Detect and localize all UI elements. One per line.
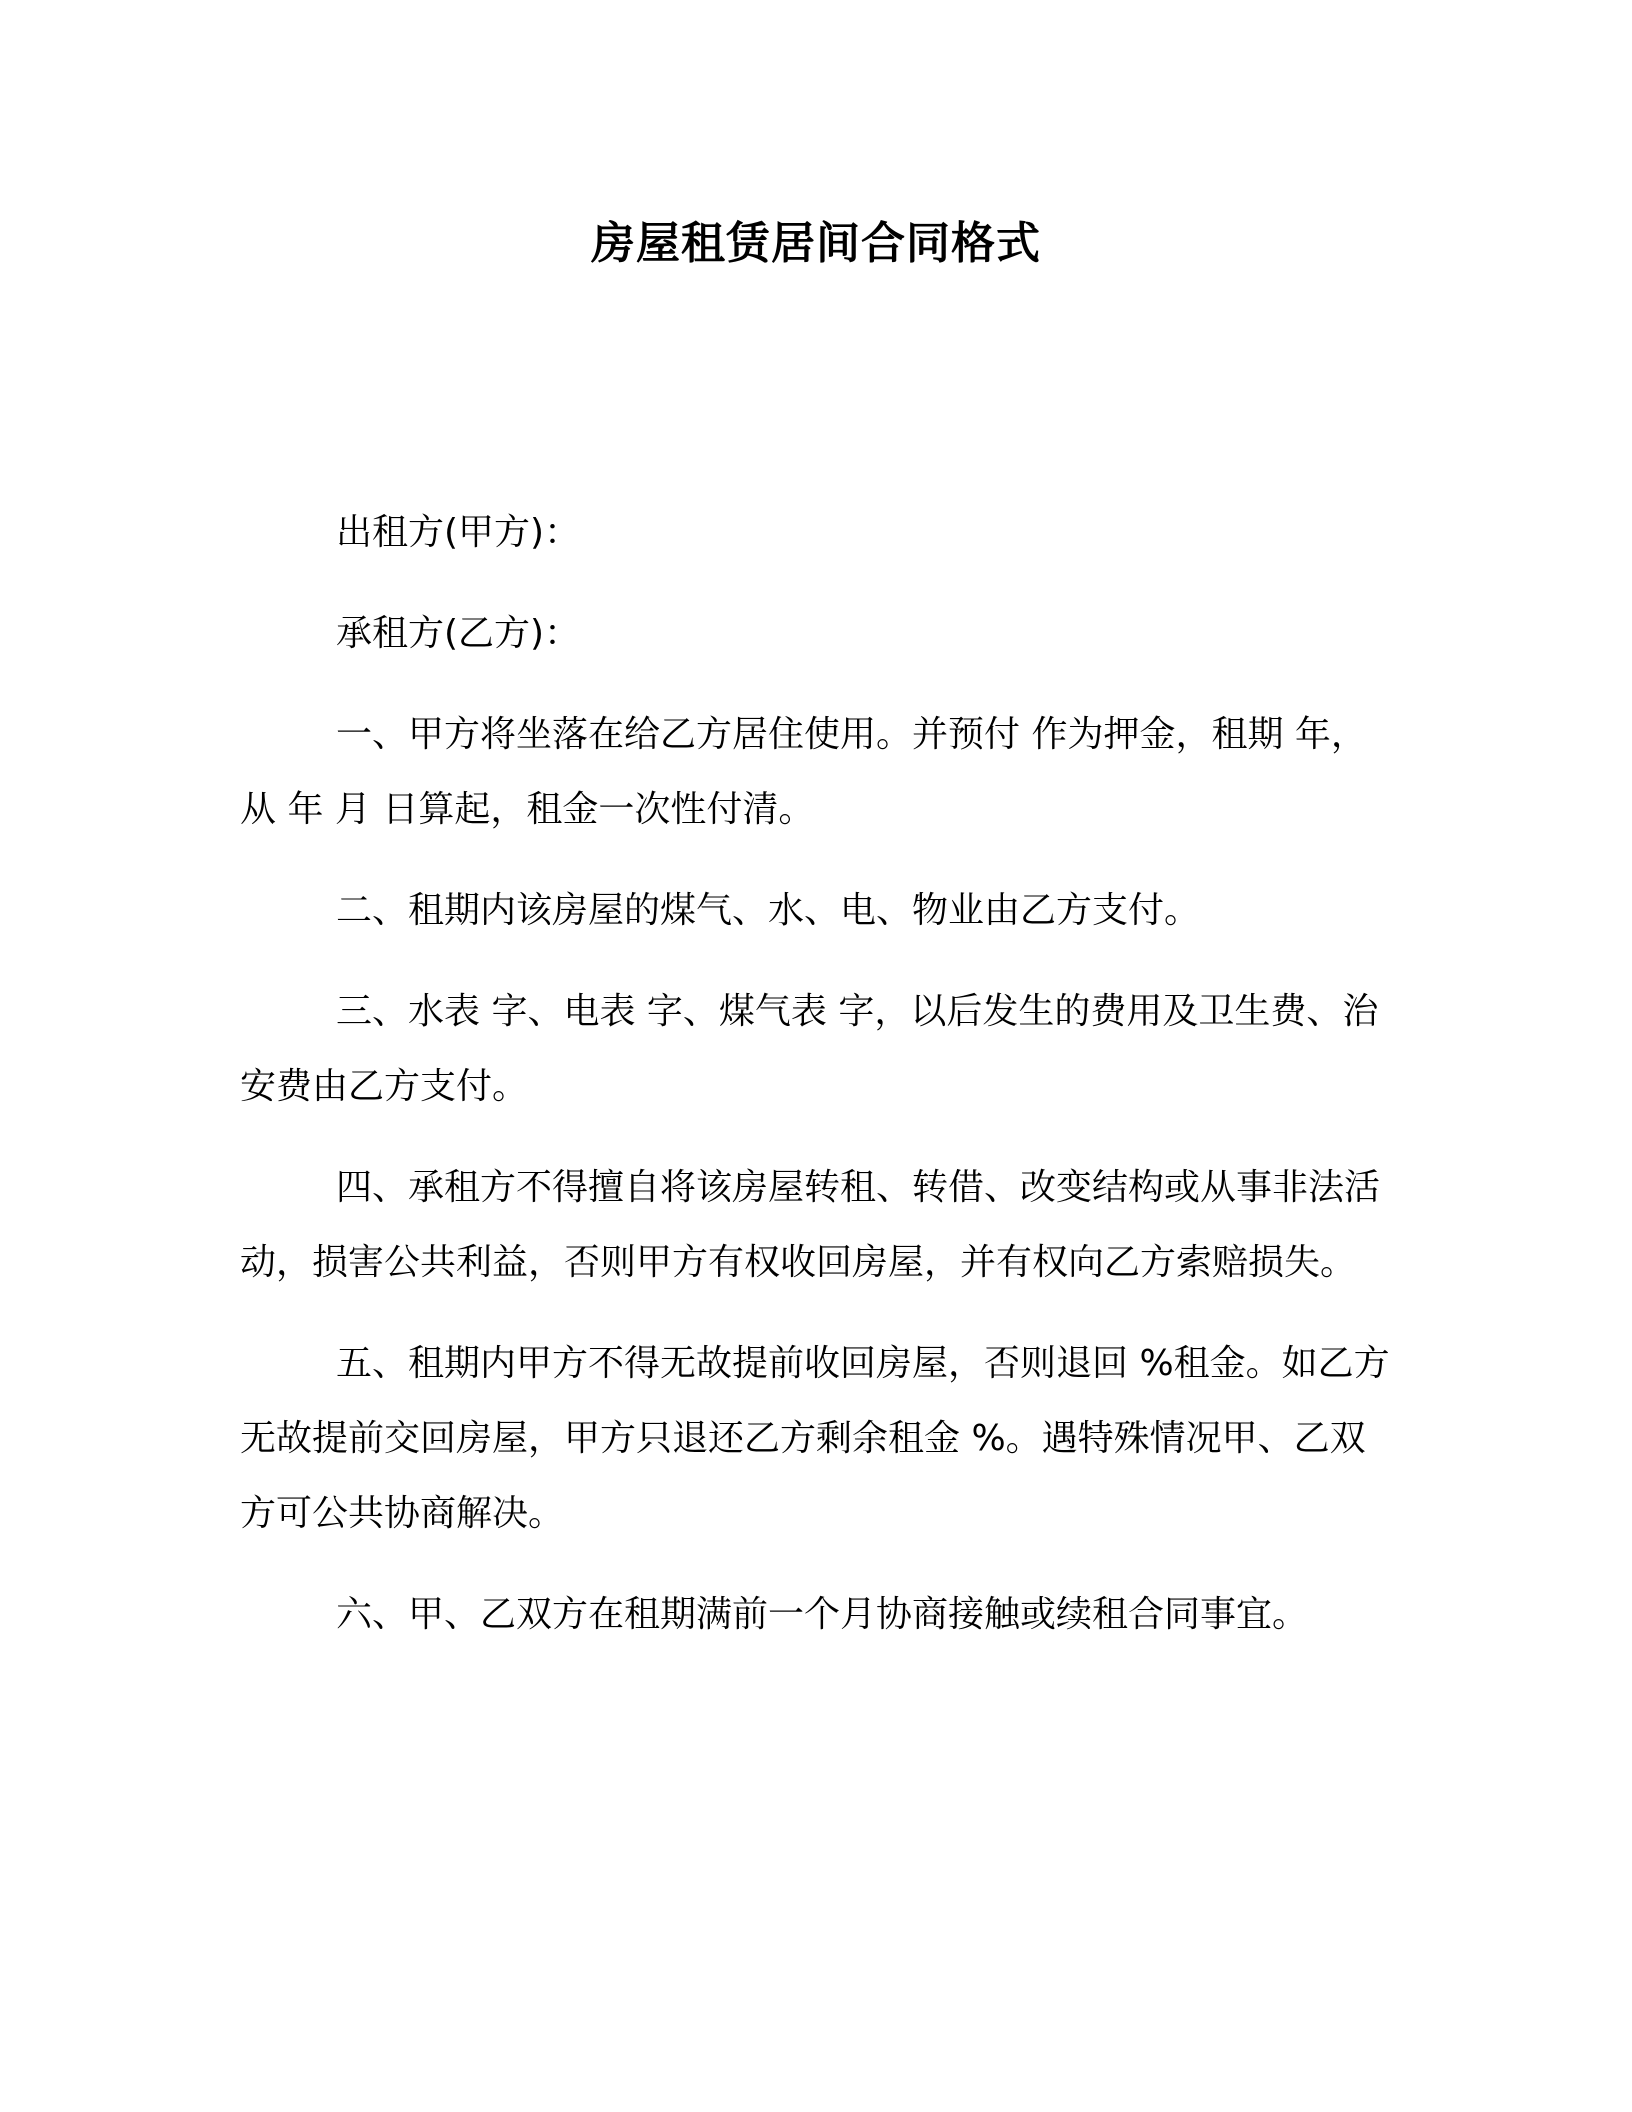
party-a-line: 出租方(甲方)： <box>336 512 581 553</box>
clause-1: 一、甲方将坐落在给乙方居住使用。并预付 作为押金，租期 年，从 年 月 日算起，租金一次性付清。 <box>240 714 1367 830</box>
document-body <box>240 495 1390 1678</box>
document-title: 房屋租赁居间合同格式 <box>591 218 1041 269</box>
party-b-line: 承租方(乙方)： <box>336 613 581 654</box>
clause-5: 五、租期内甲方不得无故提前收回房屋，否则退回 %租金。如乙方无故提前交回房屋，甲方只退还乙方剩余租金 %。遇特殊情况甲、乙双方可公共协商解决。 <box>240 1343 1390 1534</box>
clause-2: 二、租期内该房屋的煤气、水、电、物业由乙方支付。 <box>336 890 1201 931</box>
clause-4: 四、承租方不得擅自将该房屋转租、转借、改变结构或从事非法活动，损害公共利益，否则甲方有权收回房屋，并有权向乙方索赔损失。 <box>240 1167 1381 1283</box>
clause-3: 三、水表 字、电表 字、煤气表 字，以后发生的费用及卫生费、治安费由乙方支付。 <box>240 991 1379 1107</box>
clause-6: 六、甲、乙双方在租期满前一个月协商接触或续租合同事宜。 <box>336 1594 1309 1635</box>
